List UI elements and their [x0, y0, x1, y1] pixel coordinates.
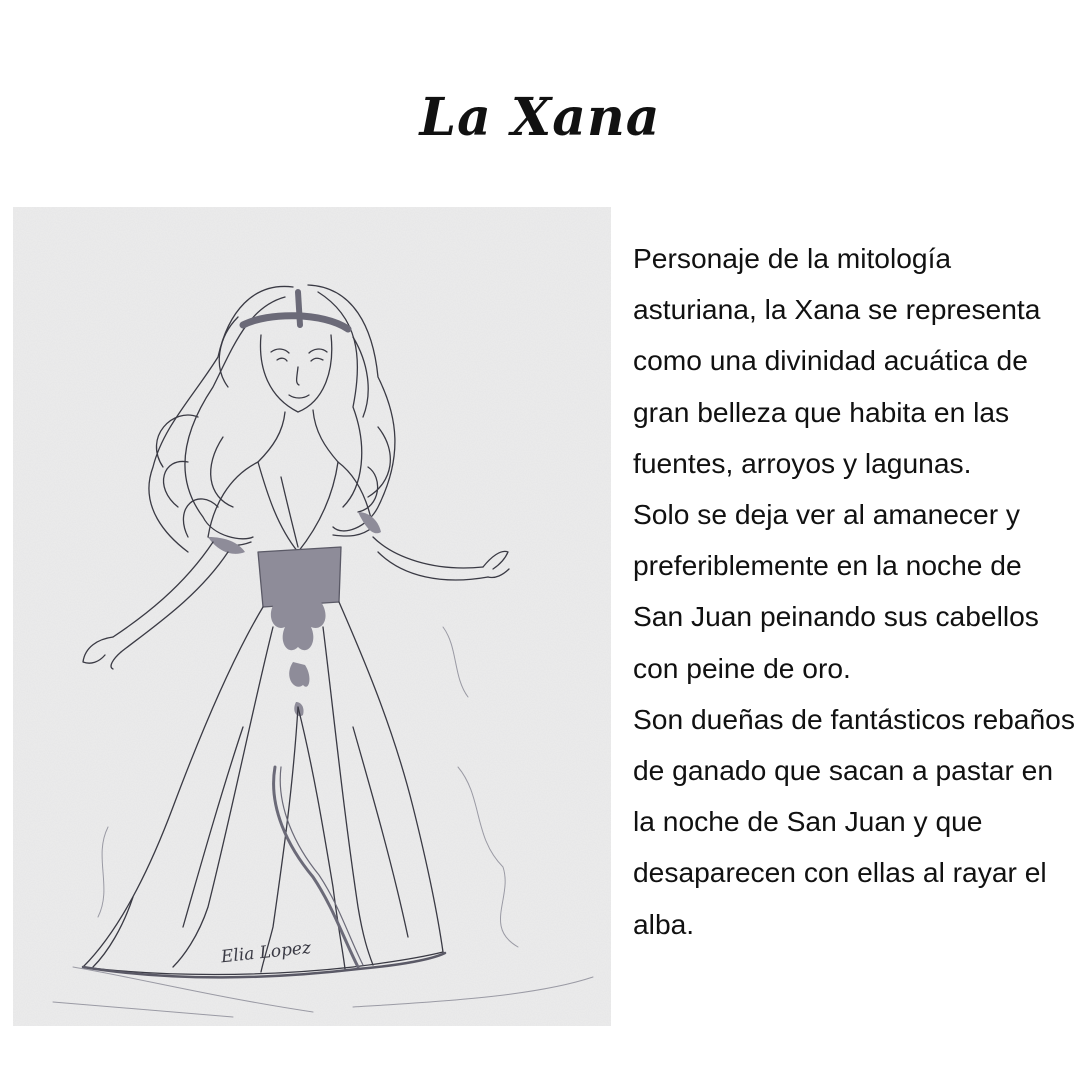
paragraph-herds: Son dueñas de fantásticos rebaños de ganado que sacan a pastar en la noche de San Juan y que desaparecen con ellas al rayar el alba. — [633, 702, 1075, 940]
artist-signature: Elia Lopez — [220, 937, 312, 968]
paragraph-appearance: Solo se deja ver al amanecer y preferiblemente en la noche de San Juan peinando sus cabellos con peine de oro. — [633, 498, 1039, 684]
xana-illustration — [13, 207, 611, 1026]
page-title: La Xana — [419, 86, 661, 148]
description — [633, 233, 1078, 950]
hair-part — [298, 292, 300, 325]
paragraph-origin: Personaje de la mitología asturiana, la Xana se representa como una divinidad acuática de gran belleza que habita en las fuentes, arroyos y lagunas. — [633, 242, 1041, 479]
belt — [258, 547, 341, 607]
